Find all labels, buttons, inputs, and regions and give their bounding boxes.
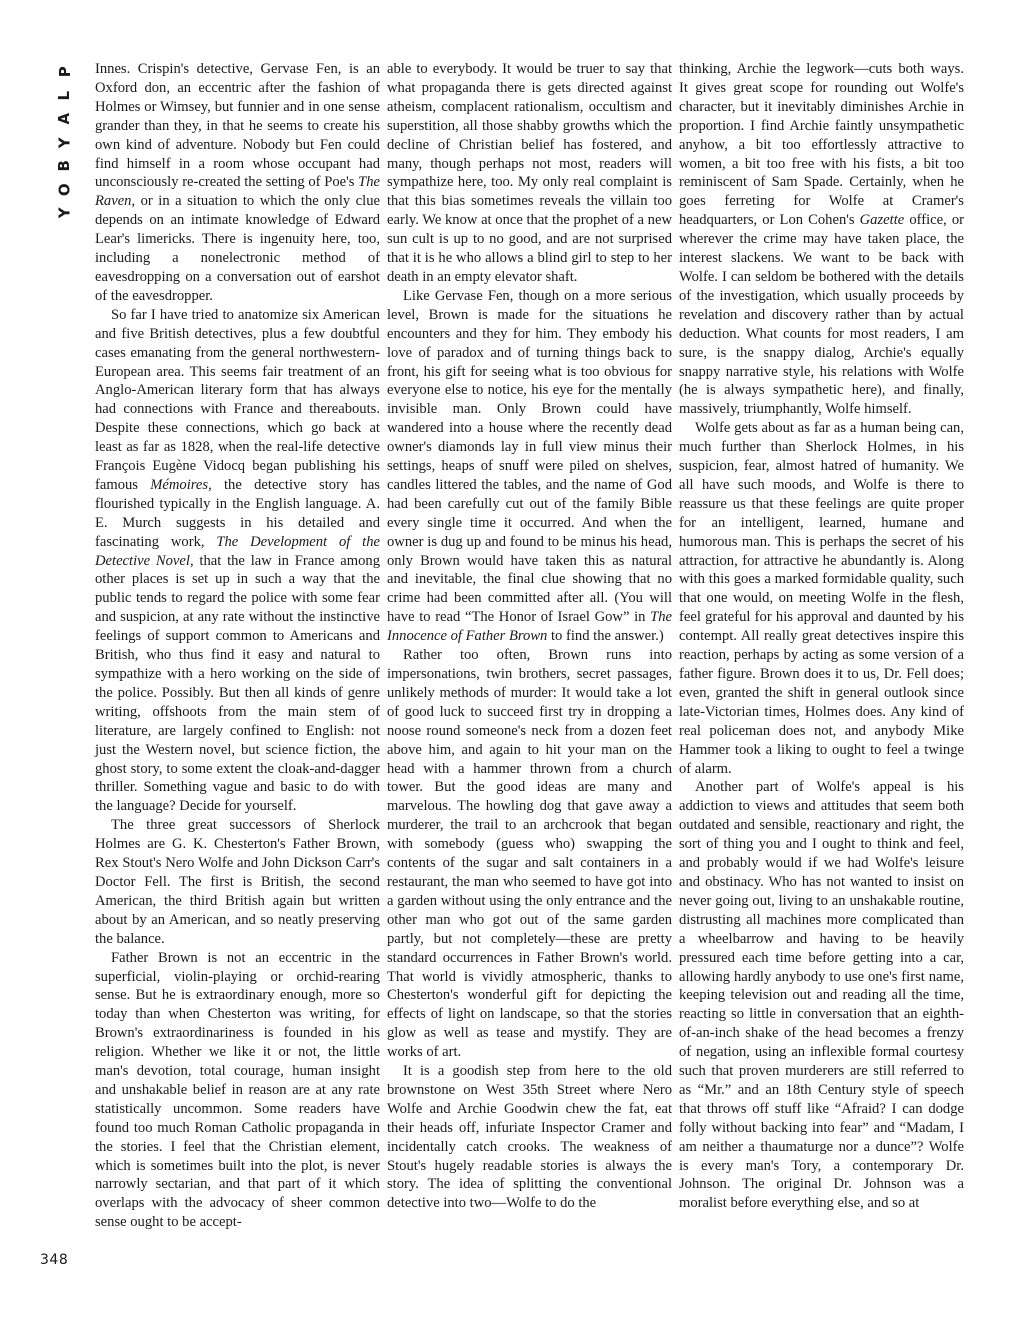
paragraph-text: Wolfe gets about as far as a human being can, much further than Sherlock Holmes, in his suspicion, fear, almost hatred of humanity. We all have such moods, and Wolfe is there to reassure us that these feelings are quite proper for an intelligent, learned, humane and humorous man. This is perhaps the secret of his attraction, for attractive he abundantly is. Along with this goes a marked formidable quality, such that one would, on meeting Wolfe in the flesh, feel grateful for his approval and daunted by his contempt. All really great detectives inspire this reaction, perhaps by acting as some version of a father figure. Brown does it to us, Dr. Fell does; even, granted the shift in general outlook since late-Victorian times, Holmes does. Any kind of real policeman does not, and anybody Mike Hammer took a liking to ought to feel a twinge of alarm. (679, 420, 964, 777)
italic-title: The Innocence of Father Brown (387, 609, 672, 645)
masthead-letter: Y (55, 207, 74, 219)
masthead-letter: O (55, 182, 74, 196)
paragraph-text: able to everybody. It would be truer to say that what propaganda there is gets directed against atheism, complacent rationalism, occultism and superstition, all those shabby growths which the decline of Christian belief has fostered, and many, though perhaps not most, readers will sympathize here, too. My only real complaint is that this bias sometimes reveals the villain too early. We know at once that the prophet of a new sun cult is up to no good, and are not surprised that it is he who allows a blind girl to step to her death in an empty elevator shaft. (387, 61, 672, 285)
italic-title: The Raven (95, 174, 380, 210)
masthead-letter: A (55, 112, 74, 125)
italic-title: Mémoires (150, 476, 209, 493)
paragraph-text: thinking, Archie the legwork—cuts both ways. It gives great scope for rounding out Wolfe's character, but it inevitably diminishes Archie in proportion. I find Archie faintly unsympathetic anyhow, a bit too effortlessly attractive to women, a bit too free with his fists, a bit too reminiscent of Sam Spade. Certainly, when he goes ferreting for Wolfe at Cramer's headquarters, or Lon Cohen's (679, 61, 964, 229)
masthead-letter: B (55, 160, 74, 172)
body-paragraph (387, 60, 672, 287)
text-column-1 (95, 60, 380, 1232)
paragraph-text: , or in a situation to which the only clue depends on an intimate knowledge of Edward Lear's limericks. There is ingenuity here, too, including a nonelectronic method of eavesdropping on a conversation out of earshot of the eavesdropper. (95, 193, 380, 304)
paragraph-text: Innes. Crispin's detective, Gervase Fen, is an Oxford don, an eccentric after the fashion of Holmes or Wimsey, but funnier and in one sense grander than they, in that he seems to create his own kind of adventure. Nobody but Fen could find himself in a room whose occupant had unconsciously re-created the setting of Poe's (95, 61, 380, 191)
body-paragraph (387, 1062, 672, 1213)
text-column-2 (387, 60, 672, 1213)
body-paragraph (679, 60, 964, 419)
paragraph-text: The three great successors of Sherlock Holmes are G. K. Chesterton's Father Brown, Rex Stout's Nero Wolfe and John Dickson Carr's Doctor Fell. The first is British, the second American, the third British again but written about by an American, and so neatly preserving the balance. (95, 817, 380, 947)
body-paragraph (679, 419, 964, 778)
text-column-3 (679, 60, 964, 1213)
paragraph-text: office, or wherever the crime may have taken place, the interest slackens. We want to be back with Wolfe. I can seldom be bothered with the details of the investigation, which usually proceeds by revelation and discovery rather than by actual deduction. What counts for most readers, I am sure, is the snappy dialog, Archie's equally snappy narrative style, his relations with Wolfe (he is always sympathetic here), and finally, massively, triumphantly, Wolfe himself. (679, 212, 964, 418)
paragraph-text: Like Gervase Fen, though on a more serious level, Brown is made for the situations he encounters and they for him. They embody his love of paradox and of turning things back to front, his gift for seeing what is too obvious for everyone else to notice, his eye for the mentally invisible man. Only Brown could have wandered into a house where the recently dead owner's diamonds lay in full view minus their settings, heaps of snuff were piled on shelves, candles littered the tables, and the name of God had been carefully cut out of the family Bible every single time it occurred. And when the owner is dug up and found to be minus his head, only Brown would have taken this as natural and inevitable, the final clue showing that no crime had been committed after all. (You will have to read “The Honor of Israel Gow” in (387, 287, 672, 626)
paragraph-text: It is a goodish step from here to the old brownstone on West 35th Street where Nero Wolfe and Archie Goodwin chew the fat, eat their heads off, infuriate Inspector Cramer and incidentally catch crooks. The weakness of Stout's hugely readable stories is always the story. The idea of splitting the conventional detective into two—Wolfe to do the (387, 1063, 672, 1212)
paragraph-text: , that the law in France among other places is set up in such a way that the public tends to regard the police with some fear and suspicion, at any rate without the instinctive feelings of support common to Americans and British, who thus find it easy and natural to sympathize with a hero working on the side of the police. Possibly. But then all kinds of genre writing, offshoots from the main stem of literature, are largely confined to English: not just the Western novel, but science fiction, the ghost story, to some extent the cloak-and-dagger thriller. Something vague and basic to do with the language? Decide for yourself. (95, 552, 380, 815)
paragraph-text: Father Brown is not an eccentric in the superficial, violin-playing or orchid-rearing sense. But he is extraordinary enough, more so today than when Chesterton was writing, for Brown's extraordinariness is founded in his religion. Whether we like it or not, the little man's devotion, total courage, human insight and unshakable belief in reason are at any rate statistically uncommon. Some readers have found too much Roman Catholic propaganda in the stories. I feel that the Christian element, which is sometimes built into the plot, is never narrowly sectarian, and that part of it which overlaps with the advocacy of sheer common sense ought to be accept- (95, 949, 380, 1231)
paragraph-text: So far I have tried to anatomize six American and five British detectives, plus a few doubtful cases emanating from the general northwestern-European area. This seems fair treatment of an Anglo-American literary form that has always had connections with France and thereabouts. Despite these connections, which go back at least as far as 1828, when the real-life detective François Eugène Vidocq began publishing his famous (95, 306, 380, 493)
body-paragraph (679, 778, 964, 1213)
body-paragraph (387, 646, 672, 1062)
masthead-vertical (50, 60, 80, 225)
paragraph-text: Rather too often, Brown runs into impersonations, twin brothers, secret passages, unlikely methods of murder: It would take a lot of good luck to succeed first try in dropping a noose round someone's neck from a dozen feet above him, and again to hit your man on the head with a hammer thrown from a church tower. But the good ideas are many and marvelous. The howling dog that gave away a murderer, the trail to an archcrook that began with somebody (guess who) swapping the contents of the sugar and salt containers in a restaurant, the man who seemed to have got into a garden without using the only entrance and the other man who got out of the same garden partly, but not completely—these are pretty standard occurrences in Father Brown's world. That world is vividly atmospheric, thanks to Chesterton's wonderful gift for depicting the effects of light on landscape, so that the stories glow as well as tease and mystify. They are works of art. (387, 647, 672, 1061)
paragraph-text: , the detective story has flourished typically in the English language. A. E. Murch suggests in his detailed and fascinating work, (95, 476, 380, 550)
masthead-letter: P (55, 66, 74, 78)
page-number: 348 (40, 1252, 69, 1268)
italic-title: Gazette (859, 212, 905, 229)
body-paragraph (95, 949, 380, 1233)
body-paragraph (95, 60, 380, 306)
masthead-letter: Y (55, 136, 74, 148)
body-paragraph (387, 287, 672, 646)
paragraph-text: to find the answer.) (547, 628, 664, 645)
body-paragraph (95, 306, 380, 816)
italic-title: The Development of the Detective Novel (95, 533, 380, 569)
masthead-letter: L (55, 90, 74, 101)
paragraph-text: Another part of Wolfe's appeal is his addiction to views and attitudes that seem both outdated and sensible, reactionary and right, the sort of thing you and I ought to think and feel, and probably would if we had Wolfe's leisure and obstinacy. Who has not wanted to insist on never going out, living to an unshakable routine, distrusting all machines more complicated than a wheelbarrow and having to be heavily pressured each time before getting into a car, allowing hardly anybody to use one's first name, keeping television out and reading all the time, reacting so little in conversation that an eighth-of-an-inch shake of the head becomes a frenzy of negation, using an inflexible formal courtesy such that proven murderers are still referred to as “Mr.” and an 18th Century style of speech that throws off stuff like “Afraid? I can dodge folly without backing into fear” and “Madam, I am neither a thaumaturge nor a dunce”? Wolfe is every man's Tory, a contemporary Dr. Johnson. The original Dr. Johnson was a moralist before everything else, and so at (679, 779, 964, 1212)
body-paragraph (95, 816, 380, 948)
